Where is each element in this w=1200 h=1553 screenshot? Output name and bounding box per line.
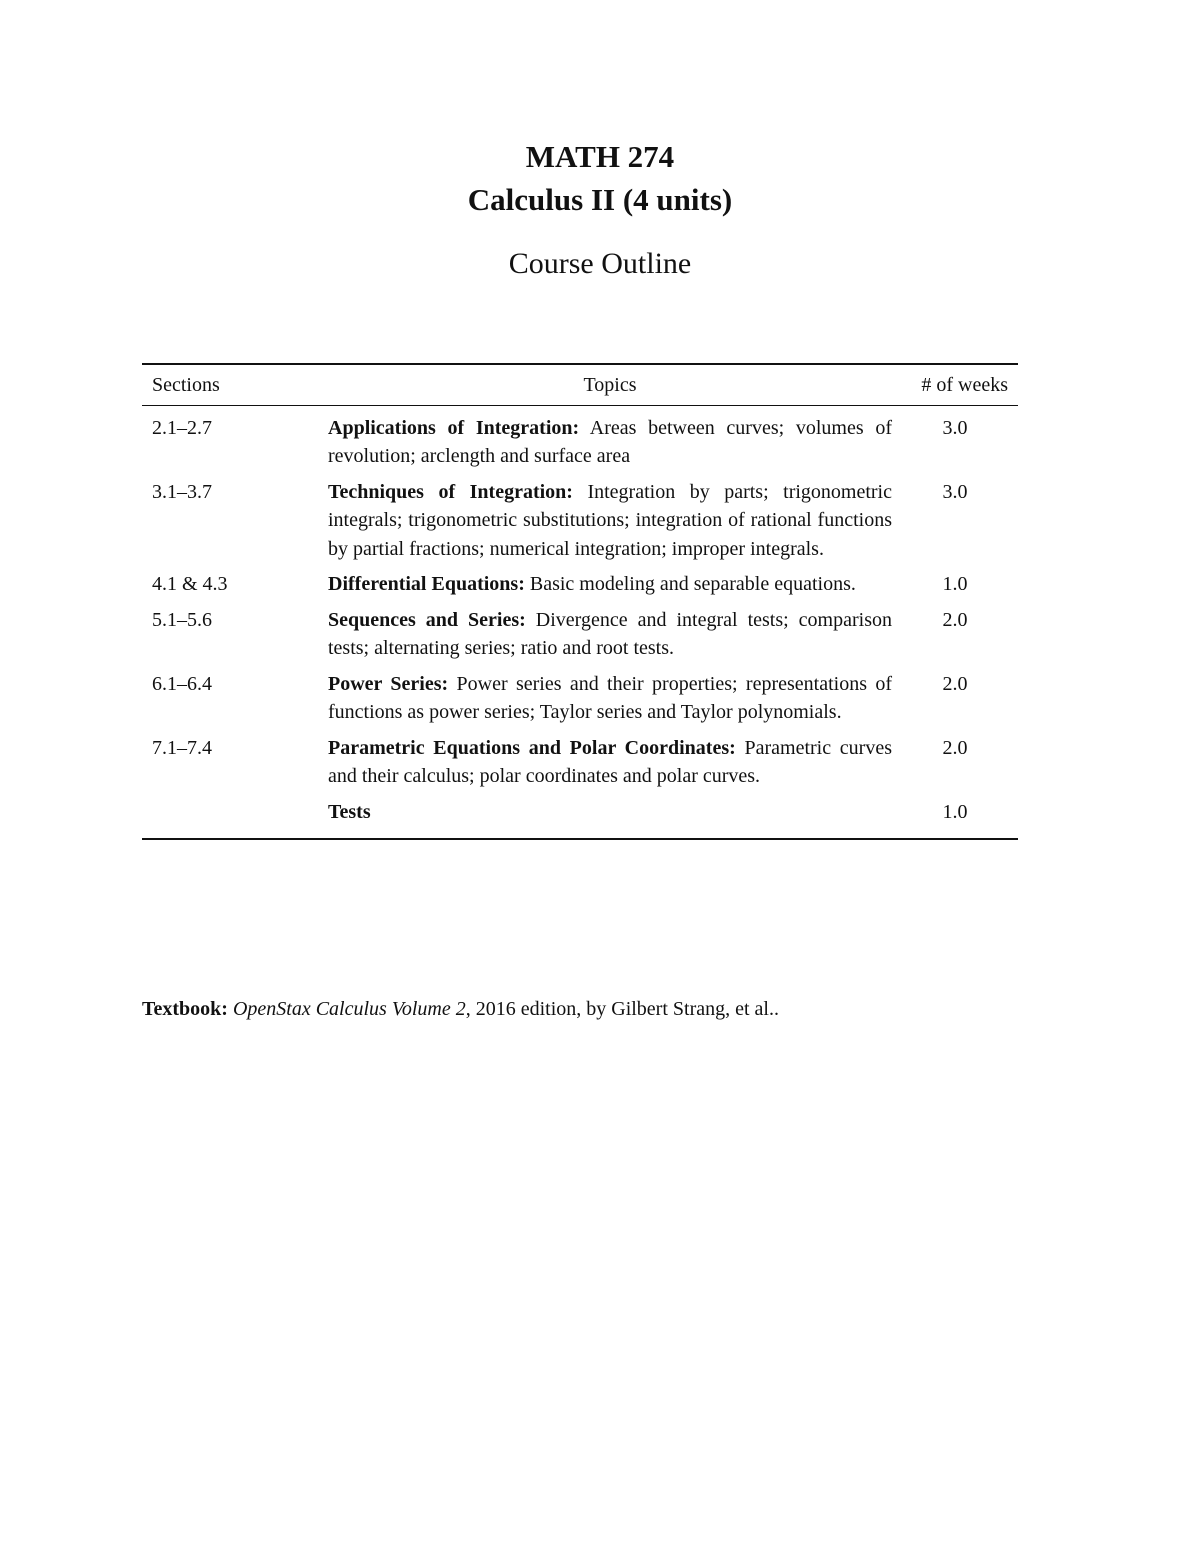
weeks-cell: 2.0 bbox=[942, 608, 968, 631]
section-cell: 7.1–7.4 bbox=[152, 736, 212, 759]
course-title: Calculus II (4 units) bbox=[467, 182, 733, 217]
table-header-row bbox=[142, 364, 1018, 405]
topic-name: Techniques of Integration: bbox=[328, 480, 573, 503]
weeks-cell: 1.0 bbox=[942, 800, 968, 823]
table-row bbox=[142, 478, 1018, 571]
topic-cell bbox=[328, 606, 892, 670]
course-outline-table bbox=[142, 363, 1018, 840]
weeks-cell: 3.0 bbox=[942, 480, 968, 503]
section-cell: 5.1–5.6 bbox=[152, 608, 212, 631]
topic-cell bbox=[328, 734, 892, 798]
topic-name: Parametric Equations and Polar Coordinates: bbox=[328, 736, 736, 759]
topic-name: Power Series: bbox=[328, 672, 449, 695]
topic-cell bbox=[328, 570, 892, 606]
topic-name: Sequences and Series: bbox=[328, 608, 526, 631]
weeks-cell: 3.0 bbox=[942, 416, 968, 439]
section-cell bbox=[142, 798, 328, 840]
table-row bbox=[142, 734, 1018, 798]
table-row bbox=[142, 798, 1018, 840]
topic-name: Differential Equations: bbox=[328, 573, 525, 595]
section-cell: 4.1 & 4.3 bbox=[152, 573, 228, 595]
title-block bbox=[0, 135, 1200, 287]
textbook-label: Textbook: bbox=[142, 998, 228, 1020]
topic-detail: Divergence and integral tests; comparison tests; alternating series; ratio and root tests. bbox=[328, 608, 892, 659]
topic-detail: Basic modeling and separable equations. bbox=[524, 573, 856, 595]
topic-cell bbox=[328, 478, 892, 571]
textbook-title: OpenStax Calculus Volume 2 bbox=[232, 998, 466, 1020]
topic-cell bbox=[328, 405, 892, 478]
topic-name: Tests bbox=[328, 800, 371, 823]
topic-detail: Power series and their properties; representations of functions as power series; Taylor series and Taylor polynomials. bbox=[328, 672, 892, 723]
topic-cell bbox=[328, 670, 892, 734]
page-subtitle: Course Outline bbox=[508, 247, 692, 280]
column-header-sections: Sections bbox=[152, 374, 220, 396]
weeks-cell: 2.0 bbox=[942, 672, 968, 695]
topic-cell bbox=[328, 798, 892, 840]
section-cell: 2.1–2.7 bbox=[152, 416, 212, 439]
topic-detail: Integration by parts; trigonometric integrals; trigonometric substitutions; integration of rational functions by partial fractions; numerical integration; improper integrals. bbox=[328, 480, 892, 560]
table-row bbox=[142, 570, 1018, 606]
textbook-details: , 2016 edition, by Gilbert Strang, et al.. bbox=[465, 998, 779, 1020]
topic-name: Applications of Integration: bbox=[328, 416, 580, 439]
topic-detail: Areas between curves; volumes of revolution; arclength and surface area bbox=[328, 416, 892, 467]
column-header-topics: Topics bbox=[583, 374, 637, 396]
section-cell: 6.1–6.4 bbox=[152, 672, 212, 695]
table-row bbox=[142, 670, 1018, 734]
weeks-cell: 2.0 bbox=[942, 736, 968, 759]
section-cell: 3.1–3.7 bbox=[152, 480, 212, 503]
table-row bbox=[142, 606, 1018, 670]
course-code: MATH 274 bbox=[525, 139, 675, 174]
topic-detail: Parametric curves and their calculus; polar coordinates and polar curves. bbox=[328, 736, 892, 787]
column-header-weeks: # of weeks bbox=[921, 374, 1008, 396]
weeks-cell: 1.0 bbox=[942, 573, 968, 595]
textbook-line bbox=[142, 995, 779, 1023]
table-row bbox=[142, 405, 1018, 478]
